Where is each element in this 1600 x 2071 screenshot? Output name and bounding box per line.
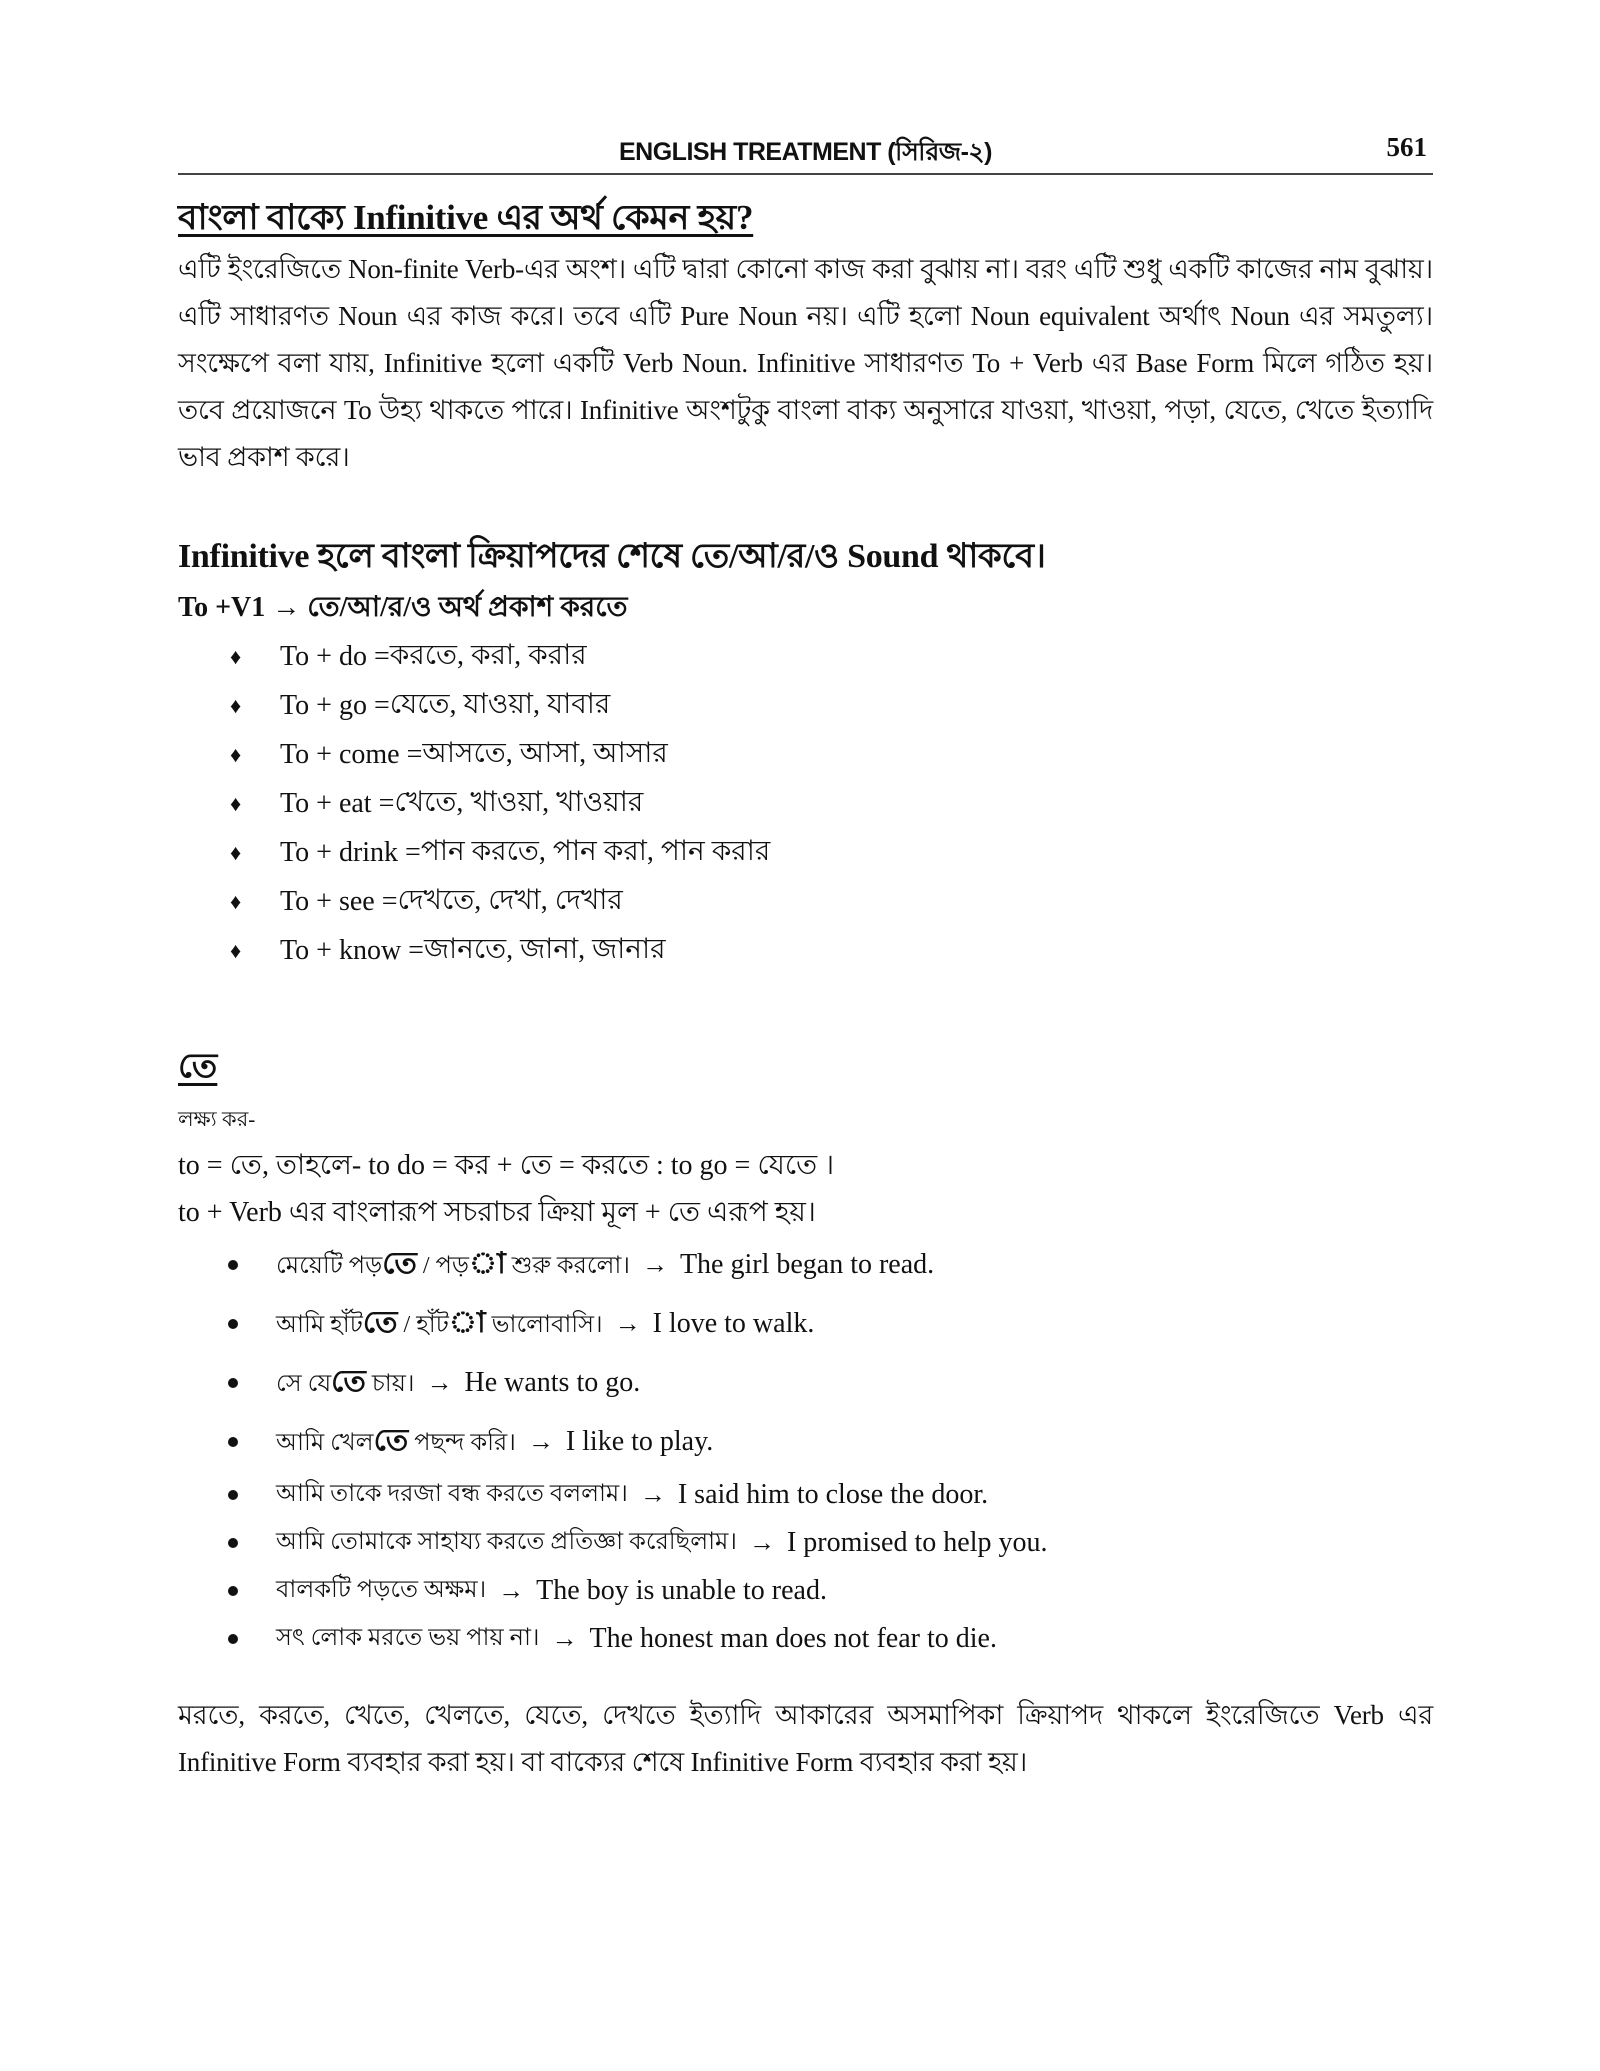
list-item <box>178 1353 1433 1412</box>
highlight-suffix: তে <box>373 1424 409 1457</box>
diamond-bullet-icon: ♦ <box>230 741 242 767</box>
example-bangla: দেখতে, দেখা, দেখার <box>397 885 623 916</box>
closing-paragraph: মরতে, করতে, খেতে, খেলতে, যেতে, দেখতে ইত্যাদি আকারের অসমাপিকা ক্রিয়াপদ থাকলে ইংরেজিতে Verb এর Infinitive Form ব্যবহার করা হয়। বা বাক্যের শেষে Infinitive Form ব্যবহার করা হয়। <box>178 1700 1433 1777</box>
diamond-bullet-icon: ♦ <box>230 839 242 865</box>
sentence-text: আমি হাঁট <box>276 1312 363 1338</box>
sentence-text: পছন্দ করি। <box>408 1430 516 1456</box>
bullet-icon <box>228 1490 238 1500</box>
bullet-icon <box>228 1260 238 1270</box>
header-divider <box>178 173 1433 175</box>
english-translation: The girl began to read. <box>679 1248 935 1280</box>
right-arrow-icon: → <box>614 1308 641 1338</box>
list-item <box>178 1412 1433 1471</box>
sub-heading: To +V1 → তে/আ/র/ও অর্থ প্রকাশ করতে <box>178 592 628 623</box>
right-arrow-icon: → <box>748 1528 775 1557</box>
verb-rule-line: to + Verb এর বাংলারূপ সচরাচর ক্রিয়া মূল + তে এরূপ হয়। <box>178 1197 816 1228</box>
example-english: To + know = <box>280 934 424 966</box>
running-title: ENGLISH TREATMENT (সিরিজ-২) <box>619 138 992 166</box>
example-bangla: পান করতে, পান করা, পান করার <box>420 836 771 867</box>
sentence-text: / পড় <box>416 1253 469 1279</box>
diamond-bullet-icon: ♦ <box>230 937 242 963</box>
english-translation: The boy is unable to read. <box>536 1575 827 1606</box>
list-item <box>178 1235 1433 1294</box>
list-item <box>178 1615 1433 1663</box>
running-header <box>178 128 1433 172</box>
right-arrow-icon: → <box>639 1480 666 1509</box>
sentence-text: ভালোবাসি। <box>485 1312 603 1338</box>
list-item <box>178 779 1433 828</box>
english-translation: I like to play. <box>565 1425 714 1457</box>
bullet-icon <box>228 1538 238 1548</box>
equation-line: to = তে, তাহলে- to do = কর + তে = করতে : to go = যেতে । <box>178 1150 835 1181</box>
bangla-sentence: আমি তোমাকে সাহায্য করতে প্রতিজ্ঞা করেছিলাম। <box>276 1529 737 1555</box>
diamond-bullet-icon: ♦ <box>230 692 242 718</box>
diamond-bullet-icon: ♦ <box>230 643 242 669</box>
bangla-sentence <box>276 1298 603 1349</box>
example-bangla: খেতে, খাওয়া, খাওয়ার <box>394 787 644 818</box>
diamond-bullet-icon: ♦ <box>230 790 242 816</box>
list-item <box>178 1567 1433 1615</box>
example-english: To + drink = <box>280 836 421 868</box>
list-item <box>178 926 1433 975</box>
bangla-sentence: আমি তাকে দরজা বন্ধ করতে বললাম। <box>276 1481 628 1507</box>
list-item <box>178 632 1433 681</box>
page-number: 561 <box>1386 132 1427 162</box>
right-arrow-icon: → <box>498 1576 525 1605</box>
example-english: To + do = <box>280 640 390 672</box>
list-item <box>178 1471 1433 1519</box>
bangla-sentence: বালকটি পড়তে অক্ষম। <box>276 1577 487 1603</box>
right-arrow-icon: → <box>551 1624 578 1653</box>
bangla-sentence <box>276 1239 630 1290</box>
sentence-text: আমি খেল <box>276 1430 374 1456</box>
example-bangla: করতে, করা, করার <box>389 640 587 671</box>
right-arrow-icon: → <box>641 1249 668 1279</box>
te-heading: তে <box>178 1048 218 1085</box>
bullet-icon <box>228 1437 238 1447</box>
sentence-text: / হাঁট <box>397 1312 449 1338</box>
highlight-suffix: া <box>448 1306 486 1339</box>
highlight-suffix: া <box>469 1247 506 1280</box>
bangla-sentence <box>276 1357 414 1408</box>
notice-label: লক্ষ্য কর- <box>178 1107 256 1131</box>
english-translation: I love to walk. <box>652 1307 815 1339</box>
example-bangla: জানতে, জানা, জানার <box>423 934 666 965</box>
english-translation: He wants to go. <box>464 1366 641 1398</box>
list-item <box>178 1294 1433 1353</box>
highlight-suffix: তে <box>331 1365 366 1398</box>
bangla-sentence <box>276 1416 516 1467</box>
list-item <box>178 1519 1433 1567</box>
example-english: To + eat = <box>280 787 395 819</box>
example-english: To + see = <box>280 885 398 917</box>
highlight-suffix: তে <box>382 1247 417 1280</box>
example-english: To + go = <box>280 689 390 721</box>
sentence-text: চায়। <box>365 1371 415 1397</box>
example-english: To + come = <box>280 738 423 770</box>
right-arrow-icon: → <box>527 1426 554 1456</box>
bullet-icon <box>228 1378 238 1388</box>
section-heading: Infinitive হলে বাংলা ক্রিয়াপদের শেষে তে/আ/র/ও Sound থাকবে। <box>178 538 1046 575</box>
example-bangla: আসতে, আসা, আসার <box>422 738 668 769</box>
te-example-list <box>178 1235 1433 1663</box>
english-translation: I said him to close the door. <box>677 1479 989 1510</box>
main-heading: বাংলা বাক্যে Infinitive এর অর্থ কেমন হয়? <box>178 198 754 237</box>
list-item <box>178 877 1433 926</box>
english-translation: The honest man does not fear to die. <box>589 1623 997 1654</box>
bullet-icon <box>228 1586 238 1596</box>
english-translation: I promised to help you. <box>786 1527 1048 1558</box>
intro-paragraph: এটি ইংরেজিতে Non-finite Verb-এর অংশ। এটি দ্বারা কোনো কাজ করা বুঝায় না। বরং এটি শুধু একটি কাজের নাম বুঝায়। এটি সাধারণত Noun এর কাজ করে। তবে এটি Pure Noun নয়। এটি হলো Noun equivalent অর্থাৎ Noun এর সমতুল্য। সংক্ষেপে বলা যায়, Infinitive হলো একটি Verb Noun. Infinitive সাধারণত To + Verb এর Base Form মিলে গঠিত হয়। তবে প্রয়োজনে To উহ্য থাকতে পারে। Infinitive অংশটুকু বাংলা বাক্য অনুসারে যাওয়া, খাওয়া, পড়া, যেতে, খেতে ইত্যাদি ভাব প্রকাশ করে। <box>178 254 1433 472</box>
example-bangla: যেতে, যাওয়া, যাবার <box>389 689 611 720</box>
right-arrow-icon: → <box>426 1367 453 1397</box>
sentence-text: শুরু করলো। <box>505 1253 630 1279</box>
diamond-bullet-icon: ♦ <box>230 888 242 914</box>
bullet-icon <box>228 1319 238 1329</box>
sentence-text: মেয়েটি পড় <box>276 1253 383 1279</box>
highlight-suffix: তে <box>362 1306 398 1339</box>
list-item <box>178 730 1433 779</box>
sentence-text: সে যে <box>276 1371 332 1397</box>
to-v1-example-list <box>178 632 1433 975</box>
list-item <box>178 828 1433 877</box>
bangla-sentence: সৎ লোক মরতে ভয় পায় না। <box>276 1625 540 1651</box>
bullet-icon <box>228 1634 238 1644</box>
list-item <box>178 681 1433 730</box>
